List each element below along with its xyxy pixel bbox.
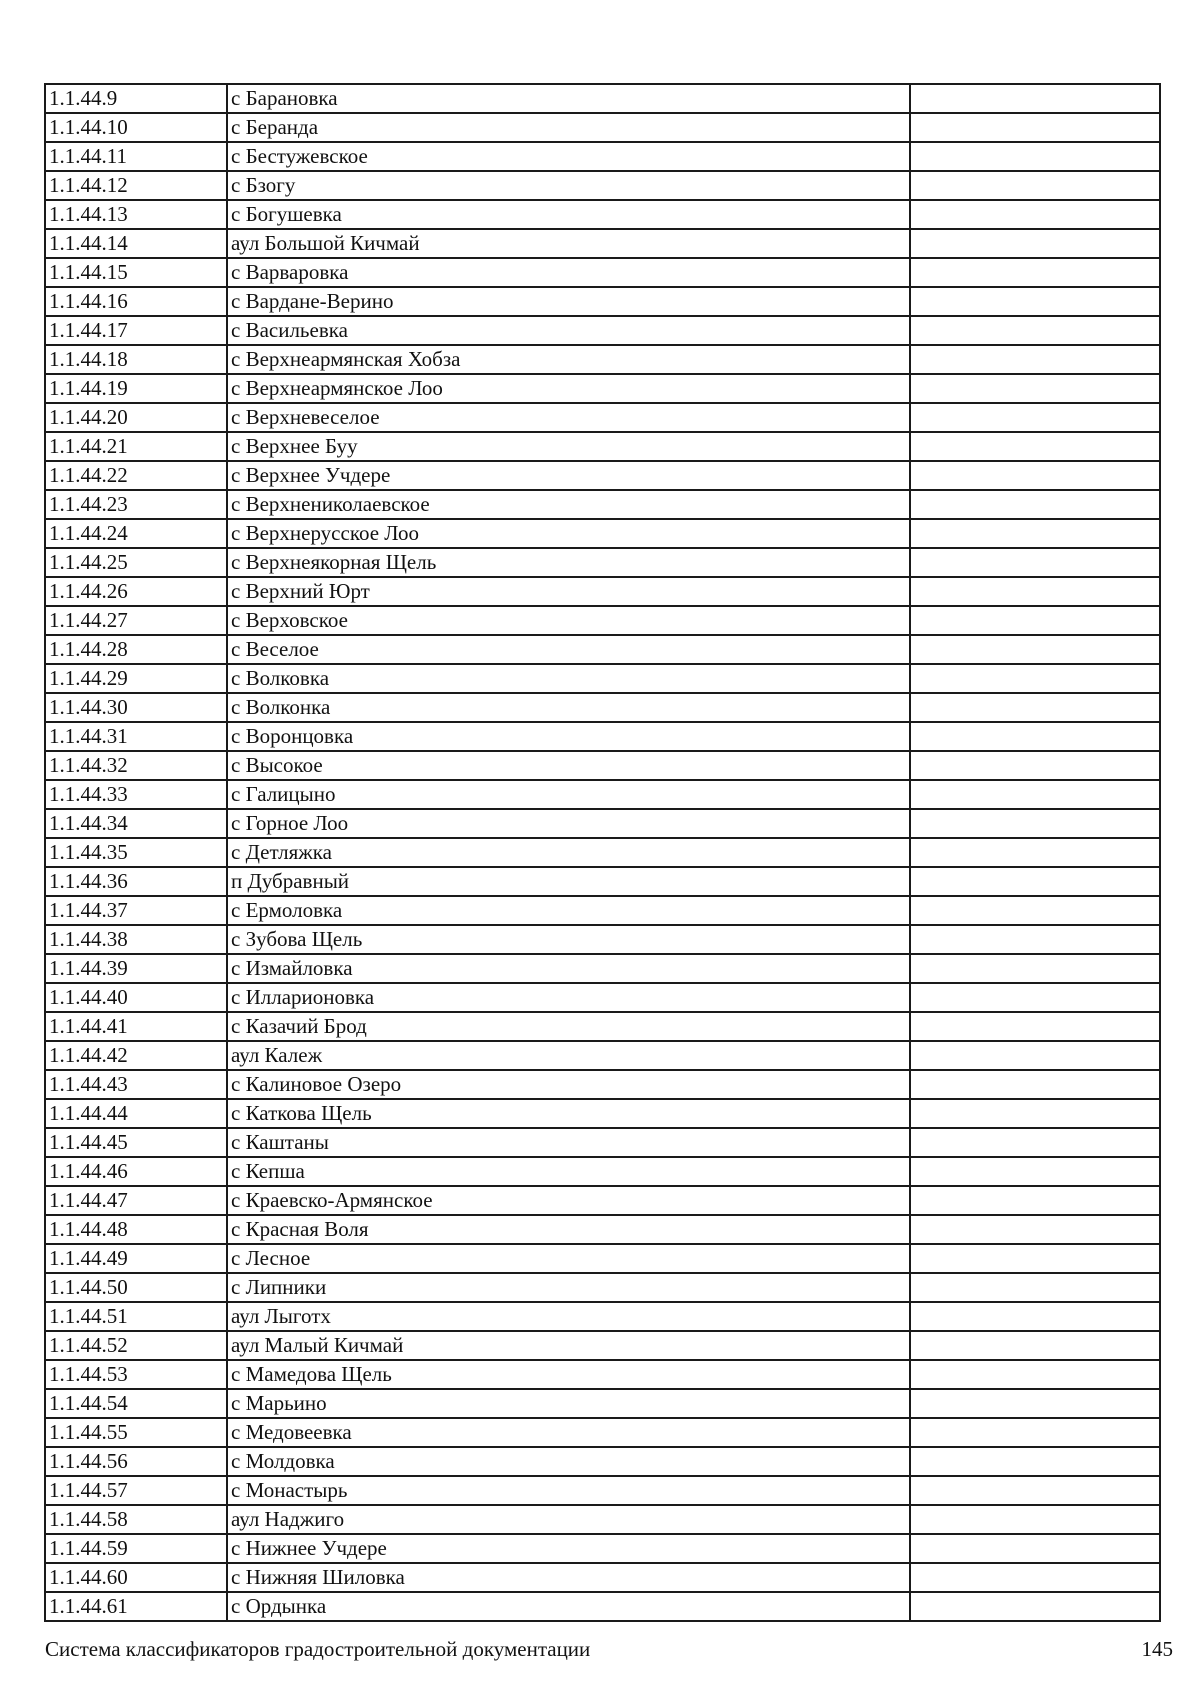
table-row	[45, 1273, 1160, 1302]
settlement-name-cell: с Верхнениколаевское	[227, 490, 910, 519]
table-row	[45, 1070, 1160, 1099]
empty-cell	[910, 490, 1160, 519]
settlement-name-cell: с Верхнерусское Лоо	[227, 519, 910, 548]
code-cell: 1.1.44.54	[45, 1389, 227, 1418]
code-cell: 1.1.44.59	[45, 1534, 227, 1563]
code-cell: 1.1.44.39	[45, 954, 227, 983]
settlement-name-cell: с Высокое	[227, 751, 910, 780]
code-cell: 1.1.44.52	[45, 1331, 227, 1360]
table-row	[45, 1157, 1160, 1186]
classifier-table-body	[45, 84, 1160, 1621]
empty-cell	[910, 1505, 1160, 1534]
settlement-name-cell: с Зубова Щель	[227, 925, 910, 954]
code-cell: 1.1.44.51	[45, 1302, 227, 1331]
table-row	[45, 838, 1160, 867]
table-row	[45, 1418, 1160, 1447]
code-cell: 1.1.44.25	[45, 548, 227, 577]
code-cell: 1.1.44.46	[45, 1157, 227, 1186]
code-cell: 1.1.44.56	[45, 1447, 227, 1476]
empty-cell	[910, 1360, 1160, 1389]
code-cell: 1.1.44.34	[45, 809, 227, 838]
empty-cell	[910, 1215, 1160, 1244]
settlement-name-cell: с Верхневеселое	[227, 403, 910, 432]
code-cell: 1.1.44.16	[45, 287, 227, 316]
settlement-name-cell: с Молдовка	[227, 1447, 910, 1476]
code-cell: 1.1.44.58	[45, 1505, 227, 1534]
code-cell: 1.1.44.9	[45, 84, 227, 113]
table-row	[45, 432, 1160, 461]
code-cell: 1.1.44.23	[45, 490, 227, 519]
code-cell: 1.1.44.22	[45, 461, 227, 490]
settlement-name-cell: с Веселое	[227, 635, 910, 664]
table-row	[45, 258, 1160, 287]
code-cell: 1.1.44.45	[45, 1128, 227, 1157]
code-cell: 1.1.44.15	[45, 258, 227, 287]
empty-cell	[910, 84, 1160, 113]
settlement-name-cell: с Илларионовка	[227, 983, 910, 1012]
code-cell: 1.1.44.50	[45, 1273, 227, 1302]
settlement-name-cell: с Волковка	[227, 664, 910, 693]
settlement-name-cell: с Кепша	[227, 1157, 910, 1186]
table-row	[45, 1215, 1160, 1244]
empty-cell	[910, 983, 1160, 1012]
empty-cell	[910, 316, 1160, 345]
empty-cell	[910, 113, 1160, 142]
settlement-name-cell: с Краевско-Армянское	[227, 1186, 910, 1215]
code-cell: 1.1.44.21	[45, 432, 227, 461]
code-cell: 1.1.44.24	[45, 519, 227, 548]
table-row	[45, 751, 1160, 780]
table-row	[45, 1244, 1160, 1273]
empty-cell	[910, 722, 1160, 751]
empty-cell	[910, 1128, 1160, 1157]
table-row	[45, 1331, 1160, 1360]
code-cell: 1.1.44.57	[45, 1476, 227, 1505]
settlement-name-cell: с Ермоловка	[227, 896, 910, 925]
code-cell: 1.1.44.49	[45, 1244, 227, 1273]
table-row	[45, 1128, 1160, 1157]
code-cell: 1.1.44.18	[45, 345, 227, 374]
settlement-name-cell: с Марьино	[227, 1389, 910, 1418]
code-cell: 1.1.44.12	[45, 171, 227, 200]
settlement-name-cell: с Медовеевка	[227, 1418, 910, 1447]
table-row	[45, 287, 1160, 316]
settlement-name-cell: с Бестужевское	[227, 142, 910, 171]
table-row	[45, 722, 1160, 751]
code-cell: 1.1.44.37	[45, 896, 227, 925]
empty-cell	[910, 1534, 1160, 1563]
settlement-name-cell: с Верхнеармянская Хобза	[227, 345, 910, 374]
table-row	[45, 1012, 1160, 1041]
table-row	[45, 1041, 1160, 1070]
code-cell: 1.1.44.43	[45, 1070, 227, 1099]
table-row	[45, 693, 1160, 722]
settlement-name-cell: аул Калеж	[227, 1041, 910, 1070]
empty-cell	[910, 1476, 1160, 1505]
table-row	[45, 200, 1160, 229]
settlement-name-cell: с Галицыно	[227, 780, 910, 809]
code-cell: 1.1.44.36	[45, 867, 227, 896]
empty-cell	[910, 1592, 1160, 1621]
code-cell: 1.1.44.28	[45, 635, 227, 664]
settlement-name-cell: аул Лыготх	[227, 1302, 910, 1331]
empty-cell	[910, 142, 1160, 171]
empty-cell	[910, 229, 1160, 258]
code-cell: 1.1.44.14	[45, 229, 227, 258]
settlement-name-cell: аул Наджиго	[227, 1505, 910, 1534]
table-row	[45, 403, 1160, 432]
table-row	[45, 606, 1160, 635]
empty-cell	[910, 896, 1160, 925]
table-row	[45, 664, 1160, 693]
empty-cell	[910, 577, 1160, 606]
settlement-name-cell: аул Большой Кичмай	[227, 229, 910, 258]
settlement-name-cell: с Воронцовка	[227, 722, 910, 751]
table-row	[45, 780, 1160, 809]
empty-cell	[910, 345, 1160, 374]
table-row	[45, 519, 1160, 548]
empty-cell	[910, 635, 1160, 664]
code-cell: 1.1.44.10	[45, 113, 227, 142]
code-cell: 1.1.44.20	[45, 403, 227, 432]
table-row	[45, 925, 1160, 954]
table-row	[45, 548, 1160, 577]
code-cell: 1.1.44.27	[45, 606, 227, 635]
code-cell: 1.1.44.44	[45, 1099, 227, 1128]
settlement-name-cell: с Нижняя Шиловка	[227, 1563, 910, 1592]
table-row	[45, 345, 1160, 374]
code-cell: 1.1.44.38	[45, 925, 227, 954]
empty-cell	[910, 1563, 1160, 1592]
table-row	[45, 1447, 1160, 1476]
code-cell: 1.1.44.42	[45, 1041, 227, 1070]
code-cell: 1.1.44.47	[45, 1186, 227, 1215]
settlement-name-cell: с Волконка	[227, 693, 910, 722]
settlement-name-cell: с Каштаны	[227, 1128, 910, 1157]
table-row	[45, 1302, 1160, 1331]
table-row	[45, 577, 1160, 606]
table-row	[45, 113, 1160, 142]
code-cell: 1.1.44.55	[45, 1418, 227, 1447]
settlement-name-cell: с Васильевка	[227, 316, 910, 345]
table-row	[45, 461, 1160, 490]
settlement-name-cell: с Липники	[227, 1273, 910, 1302]
empty-cell	[910, 548, 1160, 577]
empty-cell	[910, 693, 1160, 722]
table-row	[45, 1534, 1160, 1563]
settlement-name-cell: с Горное Лоо	[227, 809, 910, 838]
table-row	[45, 1476, 1160, 1505]
table-row	[45, 142, 1160, 171]
empty-cell	[910, 1244, 1160, 1273]
code-cell: 1.1.44.33	[45, 780, 227, 809]
settlement-name-cell: с Монастырь	[227, 1476, 910, 1505]
empty-cell	[910, 287, 1160, 316]
empty-cell	[910, 200, 1160, 229]
table-row	[45, 809, 1160, 838]
empty-cell	[910, 519, 1160, 548]
empty-cell	[910, 1186, 1160, 1215]
empty-cell	[910, 403, 1160, 432]
table-row	[45, 867, 1160, 896]
settlement-name-cell: с Варваровка	[227, 258, 910, 287]
settlement-name-cell: с Верхнеармянское Лоо	[227, 374, 910, 403]
settlement-name-cell: с Беранда	[227, 113, 910, 142]
code-cell: 1.1.44.17	[45, 316, 227, 345]
code-cell: 1.1.44.40	[45, 983, 227, 1012]
code-cell: 1.1.44.11	[45, 142, 227, 171]
table-row	[45, 171, 1160, 200]
code-cell: 1.1.44.61	[45, 1592, 227, 1621]
table-row	[45, 1099, 1160, 1128]
empty-cell	[910, 1302, 1160, 1331]
code-cell: 1.1.44.29	[45, 664, 227, 693]
empty-cell	[910, 1273, 1160, 1302]
settlement-name-cell: с Верхний Юрт	[227, 577, 910, 606]
table-row	[45, 635, 1160, 664]
footer-document-title: Система классификаторов градостроительной документации	[45, 1637, 591, 1661]
code-cell: 1.1.44.32	[45, 751, 227, 780]
code-cell: 1.1.44.19	[45, 374, 227, 403]
table-row	[45, 84, 1160, 113]
page-number: 145	[1141, 1637, 1173, 1661]
settlement-name-cell: с Измайловка	[227, 954, 910, 983]
empty-cell	[910, 374, 1160, 403]
code-cell: 1.1.44.31	[45, 722, 227, 751]
empty-cell	[910, 780, 1160, 809]
settlement-name-cell: с Верхнеякорная Щель	[227, 548, 910, 577]
empty-cell	[910, 1418, 1160, 1447]
table-row	[45, 229, 1160, 258]
table-row	[45, 490, 1160, 519]
code-cell: 1.1.44.13	[45, 200, 227, 229]
empty-cell	[910, 1447, 1160, 1476]
classifier-table	[44, 83, 1161, 1622]
empty-cell	[910, 1070, 1160, 1099]
settlement-name-cell: с Каткова Щель	[227, 1099, 910, 1128]
settlement-name-cell: с Богушевка	[227, 200, 910, 229]
empty-cell	[910, 1012, 1160, 1041]
empty-cell	[910, 867, 1160, 896]
settlement-name-cell: с Бзогу	[227, 171, 910, 200]
settlement-name-cell: с Ордынка	[227, 1592, 910, 1621]
empty-cell	[910, 1157, 1160, 1186]
settlement-name-cell: с Красная Воля	[227, 1215, 910, 1244]
code-cell: 1.1.44.26	[45, 577, 227, 606]
settlement-name-cell: с Верхнее Буу	[227, 432, 910, 461]
settlement-name-cell: с Барановка	[227, 84, 910, 113]
empty-cell	[910, 461, 1160, 490]
empty-cell	[910, 258, 1160, 287]
settlement-name-cell: с Казачий Брод	[227, 1012, 910, 1041]
empty-cell	[910, 1389, 1160, 1418]
code-cell: 1.1.44.30	[45, 693, 227, 722]
settlement-name-cell: с Калиновое Озеро	[227, 1070, 910, 1099]
table-row	[45, 316, 1160, 345]
empty-cell	[910, 1331, 1160, 1360]
table-row	[45, 1563, 1160, 1592]
settlement-name-cell: п Дубравный	[227, 867, 910, 896]
settlement-name-cell: с Мамедова Щель	[227, 1360, 910, 1389]
settlement-name-cell: с Вардане-Верино	[227, 287, 910, 316]
table-row	[45, 896, 1160, 925]
table-row	[45, 1186, 1160, 1215]
empty-cell	[910, 432, 1160, 461]
code-cell: 1.1.44.35	[45, 838, 227, 867]
code-cell: 1.1.44.48	[45, 1215, 227, 1244]
table-row	[45, 1360, 1160, 1389]
settlement-name-cell: с Лесное	[227, 1244, 910, 1273]
empty-cell	[910, 606, 1160, 635]
settlement-name-cell: с Верховское	[227, 606, 910, 635]
table-row	[45, 1389, 1160, 1418]
empty-cell	[910, 954, 1160, 983]
code-cell: 1.1.44.53	[45, 1360, 227, 1389]
settlement-name-cell: с Нижнее Учдере	[227, 1534, 910, 1563]
code-cell: 1.1.44.60	[45, 1563, 227, 1592]
settlement-name-cell: с Верхнее Учдере	[227, 461, 910, 490]
empty-cell	[910, 1041, 1160, 1070]
table-row	[45, 1592, 1160, 1621]
empty-cell	[910, 751, 1160, 780]
settlement-name-cell: с Детляжка	[227, 838, 910, 867]
table-row	[45, 983, 1160, 1012]
empty-cell	[910, 838, 1160, 867]
table-row	[45, 374, 1160, 403]
empty-cell	[910, 809, 1160, 838]
table-row	[45, 954, 1160, 983]
empty-cell	[910, 1099, 1160, 1128]
code-cell: 1.1.44.41	[45, 1012, 227, 1041]
empty-cell	[910, 171, 1160, 200]
settlement-name-cell: аул Малый Кичмай	[227, 1331, 910, 1360]
empty-cell	[910, 925, 1160, 954]
empty-cell	[910, 664, 1160, 693]
table-row	[45, 1505, 1160, 1534]
